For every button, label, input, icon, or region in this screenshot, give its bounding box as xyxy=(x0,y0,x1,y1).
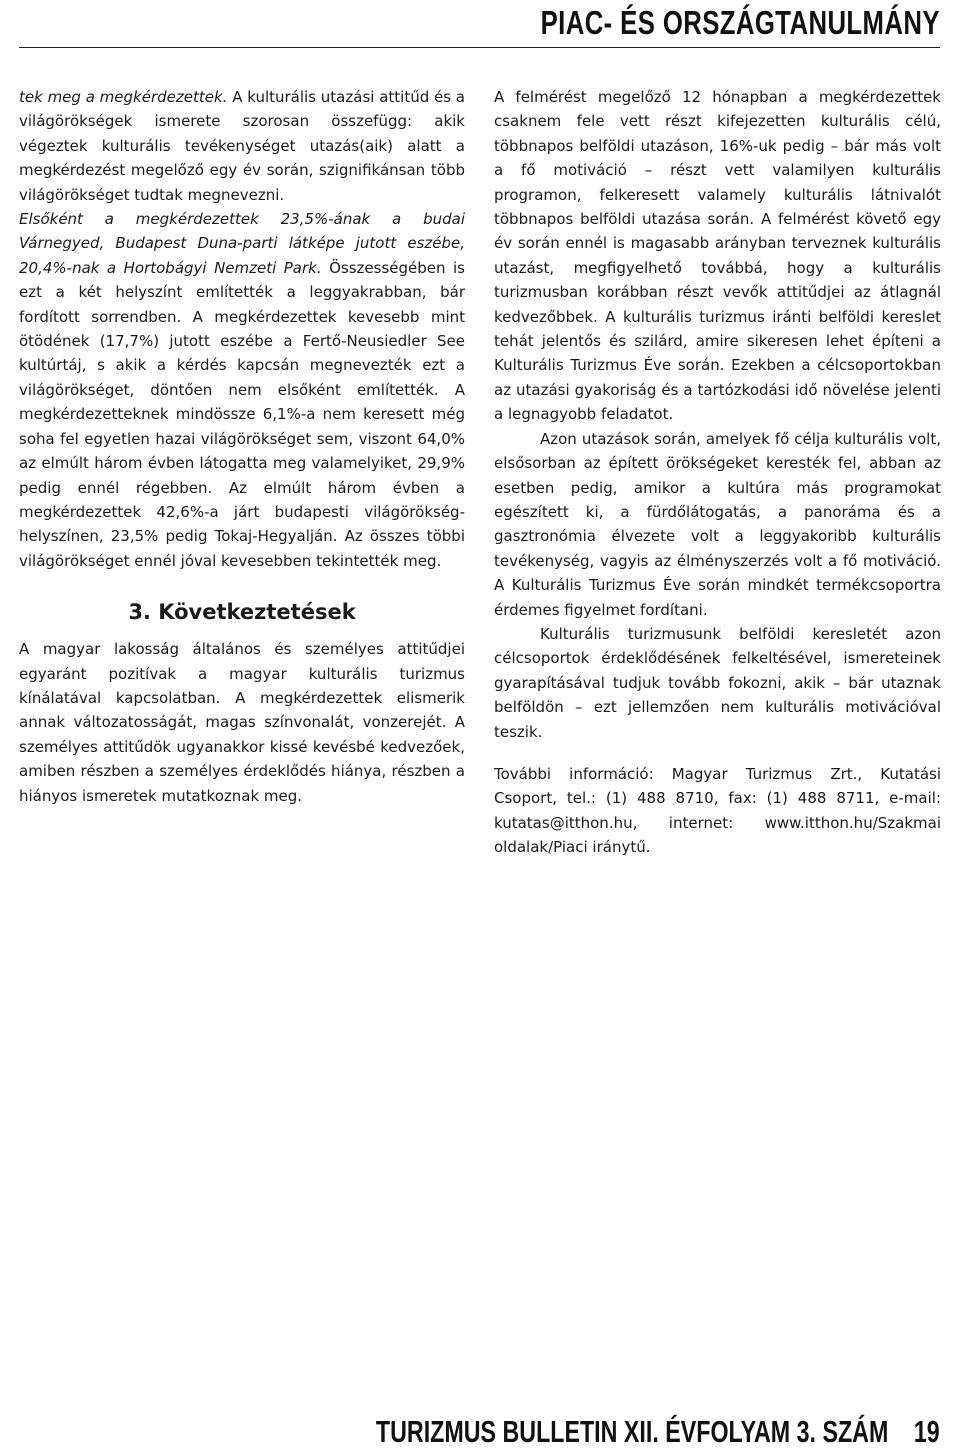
left-paragraph-2-italic: Elsőként a megkérdezettek 23,5%-ának a budai Várnegyed, Budapest Duna-parti látképe jutott eszébe, 20,4%-nak a Hortobágyi Nemzeti Park. xyxy=(19,210,465,277)
publication-name: TURIZMUS BULLETIN XII. ÉVFOLYAM 3. SZÁM xyxy=(376,1414,889,1449)
page-footer xyxy=(376,1414,940,1450)
section-heading: 3. Következtetések xyxy=(128,600,356,625)
right-paragraph-2: Azon utazások során, amelyek fő célja kulturális volt, elsősorban az épített örökségeket keresték fel, abban az esetben pedig, amikor a kultúra más programokat egészített ki, a fürdőlátogatás, a panoráma és a gasztronómia élvezete volt a leggyakoribb kulturális tevékenység, vagyis az élményszerzés volt a fő motiváció. A Kulturális Turizmus Éve során mindkét termékcsoportra érdemes figyelmet fordítani. xyxy=(494,429,941,619)
left-paragraph-1 xyxy=(19,85,465,207)
left-paragraph-1-italic: tek meg a megkérdezettek. xyxy=(19,88,228,106)
left-paragraph-2-text: Összességében is ezt a két helyszínt említették a leggyakrabban, bár fordított sorrendben. A megkérdezettek kevesebb mint ötödének (17,7%) jutott eszébe a Fertő-Neusiedler See kultúrtáj, s akik a kérdés kapcsán megnevezték ezt a világörökséget, döntően nem elsőként említették. A megkérdezetteknek mindössze 6,1%-a nem keresett még soha fel egyetlen hazai világörökséget sem, viszont 64,0% az elmúlt három évben látogatta meg valamelyiket, 29,9% pedig ennél régebben. Az elmúlt három évben a megkérdezettek 42,6%-a járt budapesti világörökség-helyszínen, 23,5% pedig Tokaj-Hegyalján. Az összes többi világörökséget ennél jóval kevesebben tekintették meg. xyxy=(19,258,465,570)
page-number: 19 xyxy=(914,1414,940,1449)
header-divider xyxy=(19,47,940,48)
left-paragraph-1-text: A kulturális utazási attitűd és a világörökségek ismerete szorosan összefügg: akik végeztek kulturális tevékenységet utazás(aik) alatt a megkérdezést megelőző egy év során, szignifikánsan több világörökséget tudtak megnevezni. xyxy=(19,88,466,204)
left-paragraph-2 xyxy=(19,207,465,573)
left-paragraph-3: A magyar lakosság általános és személyes attitűdjei egyaránt pozitívak a magyar kulturális turizmus kínálatával kapcsolatban. A megkérdezettek elismerik annak változatosságát, magas színvonalát, vonzerejét. A személyes attitűdök ugyanakkor kissé kevésbé kedvezőek, amiben részben a személyes érdeklődés hiánya, részben a hiányos ismeretek mutatkoznak meg. xyxy=(19,640,465,805)
right-paragraph-1: A felmérést megelőző 12 hónapban a megkérdezettek csaknem fele vett részt kifejezetten kulturális célú, többnapos belföldi utazáson, 16%-uk pedig – bár más volt a fő motiváció – részt vett valamilyen kulturális programon, felkeresett valamely kulturális látnivalót többnapos belföldi utazása során. A felmérést követő egy év során ennél is magasabb arányban terveznek kulturális utazást, megfigyelhető továbbá, hogy a kulturális turizmusban korábban részt vevők attitűdjei az átlagnál kedvezőbbek. A kulturális turizmus iránti belföldi kereslet tehát jelentős és szilárd, amire sikeresen lehet építeni a Kulturális Turizmus Éve során. Ezekben a célcsoportokban az utazási gyakoriság és a tartózkodási idő növelése jelenti a legnagyobb feladatot. xyxy=(494,88,941,424)
right-paragraph-3: Kulturális turizmusunk belföldi keresletét azon célcsoportok érdeklődésének felkeltésével, ismereteinek gyarapításával tudjuk tovább fokozni, akik – bár utaznak belföldön – ezt jellemzően nem kulturális motivációval teszik. xyxy=(494,624,941,741)
right-column xyxy=(494,85,941,860)
left-column xyxy=(19,85,465,808)
section-header-title: PIAC- ÉS ORSZÁGTANULMÁNY xyxy=(540,4,940,41)
contact-info: További információ: Magyar Turizmus Zrt., Kutatási Csoport, tel.: (1) 488 8710, fax: (1) 488 8711, e-mail: kutatas@itthon.hu, internet: www.itthon.hu/Szakmai oldalak/Piaci iránytű. xyxy=(494,764,941,857)
